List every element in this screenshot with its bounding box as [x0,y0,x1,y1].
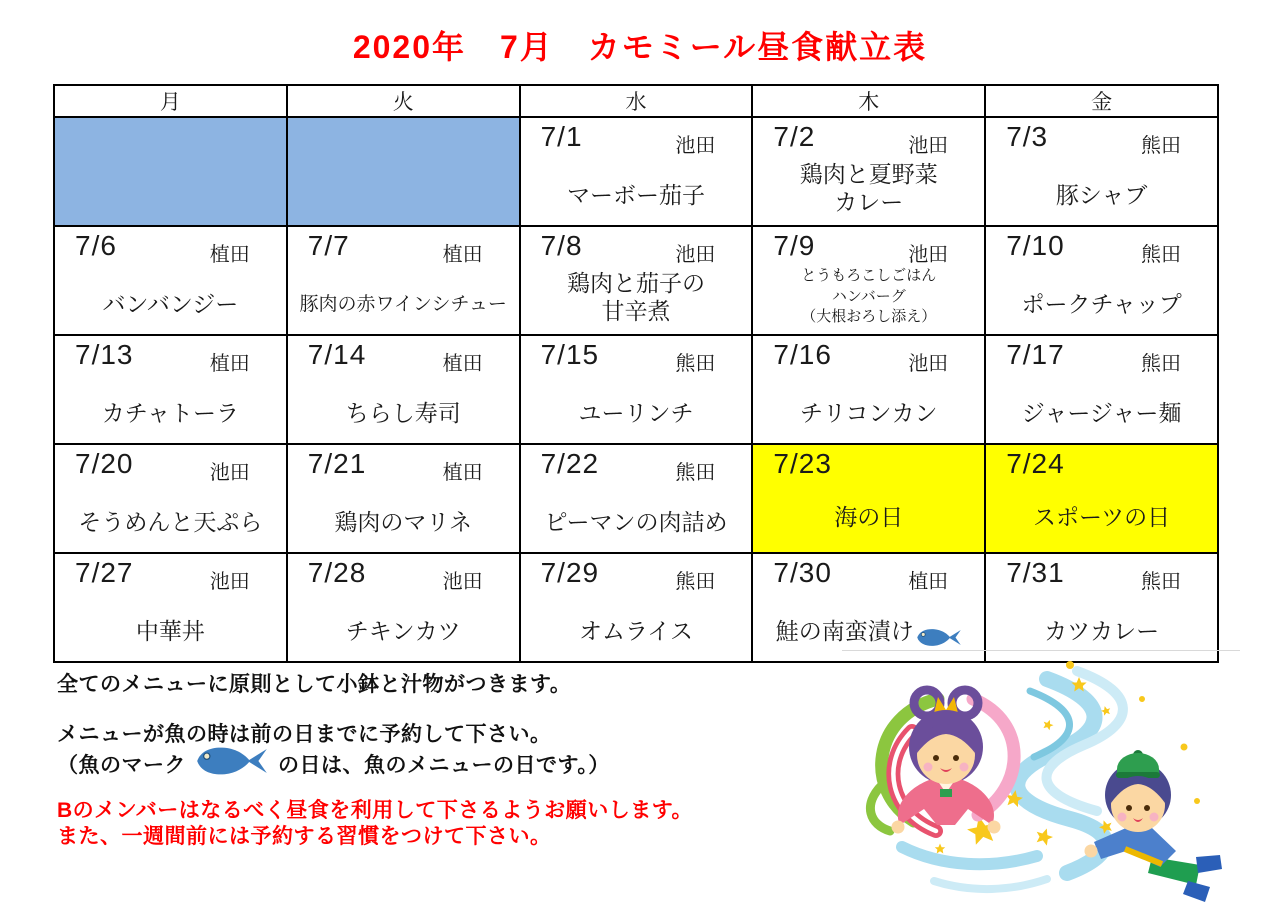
calendar-cell-7-17 [985,335,1218,444]
cell-cook-name: 植田 [442,353,483,375]
calendar-week-row [54,335,1218,444]
cell-date: 7/9 [773,230,816,261]
cell-header [521,227,752,267]
calendar-cell-7-13 [54,335,287,444]
cell-header [521,554,752,594]
calendar-cell-7-3 [985,117,1218,226]
cell-header [753,445,984,480]
cell-cook-name: 熊田 [675,462,716,484]
cell-cook-name: 植田 [442,462,483,484]
cell-date: 7/1 [540,121,583,152]
cell-cook-name: 植田 [442,244,483,266]
cell-cook-name: 熊田 [1141,244,1181,266]
calendar-week-row [54,226,1218,335]
cell-header [288,227,519,267]
menu-table-body [54,117,1218,662]
tanabata-illustration [842,650,1240,903]
cell-cook-name: 池田 [908,244,949,266]
closed-cell [287,117,520,226]
cell-header [521,445,752,485]
cell-header [521,118,752,158]
menu-item: そうめんと天ぷら [78,508,263,535]
menu-item: ちらし寿司 [345,399,461,426]
holiday-name: 海の日 [834,504,904,530]
calendar-cell-7-23 [752,444,985,553]
day-header-火: 火 [287,85,520,117]
cell-cook-name: 熊田 [1141,135,1181,157]
cell-date: 7/22 [540,448,600,479]
page-title: 2020年 7月 カモミール昼食献立表 [352,29,928,65]
calendar-cell-7-27 [54,553,287,662]
calendar-cell-7-7 [287,226,520,335]
cell-cook-name: 植田 [209,244,250,266]
calendar-cell-7-28 [287,553,520,662]
note-fish-reservation: メニューが魚の時は前の日までに予約して下さい。 [57,723,552,746]
fish-icon [196,744,268,778]
menu-item: とうもろこしごはん ハンバーグ （大根おろし添え） [801,267,937,325]
cell-header [288,554,519,594]
cell-header [753,336,984,376]
cell-date: 7/24 [1006,448,1065,479]
cell-date: 7/14 [307,339,367,370]
calendar-cell-7-31 [985,553,1218,662]
cell-header [55,445,286,485]
cell-cook-name: 池田 [908,353,949,375]
menu-item: 豚肉の赤ワインシチュー [299,293,507,315]
menu-item: チリコンカン [800,399,938,426]
calendar-cell-7-20 [54,444,287,553]
calendar-week-row [54,553,1218,662]
fish-icon [916,627,962,648]
calendar-cell-7-14 [287,335,520,444]
cell-header [753,554,984,594]
cell-cook-name: 池田 [442,571,483,593]
cell-header [521,336,752,376]
calendar-cell-7-2 [752,117,985,226]
calendar-cell-7-9 [752,226,985,335]
cell-header [986,227,1217,267]
menu-item: バンバンジー [102,290,239,317]
holiday-name: スポーツの日 [1033,504,1171,530]
cell-date: 7/13 [75,339,134,370]
cell-cook-name: 池田 [675,244,716,266]
calendar-cell-7-15 [520,335,753,444]
cell-cook-name: 植田 [209,353,250,375]
cell-date: 7/23 [773,448,832,479]
cell-cook-name: 植田 [908,571,949,593]
calendar-cell-7-8 [520,226,753,335]
calendar-week-row [54,444,1218,553]
menu-item: 豚シャブ [1055,181,1148,208]
cell-header [55,227,286,267]
cell-date: 7/28 [307,557,367,588]
menu-item: カツカレー [1044,617,1160,644]
menu-item: ユーリンチ [578,399,694,426]
menu-item: ジャージャー麺 [1021,399,1182,426]
day-header-金: 金 [985,85,1218,117]
cell-header [986,118,1217,158]
day-header-木: 木 [752,85,985,117]
day-header-水: 水 [520,85,753,117]
cell-date: 7/7 [307,230,350,261]
menu-item: マーボー茄子 [566,181,705,208]
cell-cook-name: 池田 [209,571,250,593]
menu-table [53,84,1219,663]
cell-date: 7/29 [540,557,600,588]
cell-date: 7/10 [1006,230,1065,261]
calendar-cell-7-10 [985,226,1218,335]
cell-date: 7/15 [540,339,600,370]
day-header-月: 月 [54,85,287,117]
calendar-cell-7-24 [985,444,1218,553]
cell-date: 7/3 [1006,121,1049,152]
cell-header [753,118,984,158]
menu-item: カチャトーラ [101,399,240,426]
fish-icon-slot [196,744,268,784]
cell-cook-name: 熊田 [675,353,716,375]
calendar-cell-7-30 [752,553,985,662]
calendar-cell-7-1 [520,117,753,226]
menu-item: 鶏肉と夏野菜 カレー [799,160,938,215]
calendar-week-row [54,117,1218,226]
menu-item: ポークチャップ [1021,290,1182,317]
calendar-cell-7-29 [520,553,753,662]
note-fish-mark-before: （魚のマーク [57,754,186,777]
note-fish-mark-after: の日は、魚のメニューの日です。） [278,754,610,777]
cell-cook-name: 池田 [908,135,949,157]
calendar-cell-7-21 [287,444,520,553]
cell-date: 7/21 [307,448,367,479]
menu-item: 鮭の南蛮漬け [755,617,982,645]
cell-cook-name: 熊田 [1141,353,1181,375]
menu-item: 鶏肉のマリネ [334,508,472,535]
cell-cook-name: 熊田 [1141,571,1181,593]
cell-cook-name: 熊田 [675,571,716,593]
note-fish-mark [57,744,610,784]
cell-header [288,445,519,485]
menu-table-header [54,85,1218,117]
cell-header [986,445,1217,480]
note-red-habit: また、一週間前には予約する習慣をつけて下さい。 [57,825,552,848]
menu-item: オムライス [578,617,694,644]
cell-date: 7/30 [773,557,832,588]
cell-header [753,227,984,267]
menu-item: チキンカツ [345,617,461,644]
cell-header [55,554,286,594]
note-side-dishes: 全てのメニューに原則として小鉢と汁物がつきます。 [57,673,572,696]
calendar-cell-7-22 [520,444,753,553]
cell-header [288,336,519,376]
cell-header [55,336,286,376]
cell-header [986,554,1217,594]
calendar-cell-7-16 [752,335,985,444]
calendar-cell-7-6 [54,226,287,335]
cell-date: 7/27 [75,557,134,588]
note-red-request: Bのメンバーはなるべく昼食を利用して下さるようお願いします。 [57,799,694,822]
cell-date: 7/17 [1006,339,1065,370]
closed-cell [54,117,287,226]
cell-date: 7/6 [75,230,117,261]
cell-date: 7/16 [773,339,832,370]
orihime-figure [870,690,1014,834]
menu-item: ピーマンの肉詰め [544,508,728,535]
cell-date: 7/2 [773,121,816,152]
menu-item: 鶏肉と茄子の 甘辛煮 [566,269,705,324]
cell-header [986,336,1217,376]
cell-cook-name: 池田 [209,462,250,484]
menu-item: 中華丼 [135,617,205,644]
cell-date: 7/8 [540,230,583,261]
cell-date: 7/31 [1006,557,1065,588]
cell-cook-name: 池田 [675,135,716,157]
cell-date: 7/20 [75,448,134,479]
